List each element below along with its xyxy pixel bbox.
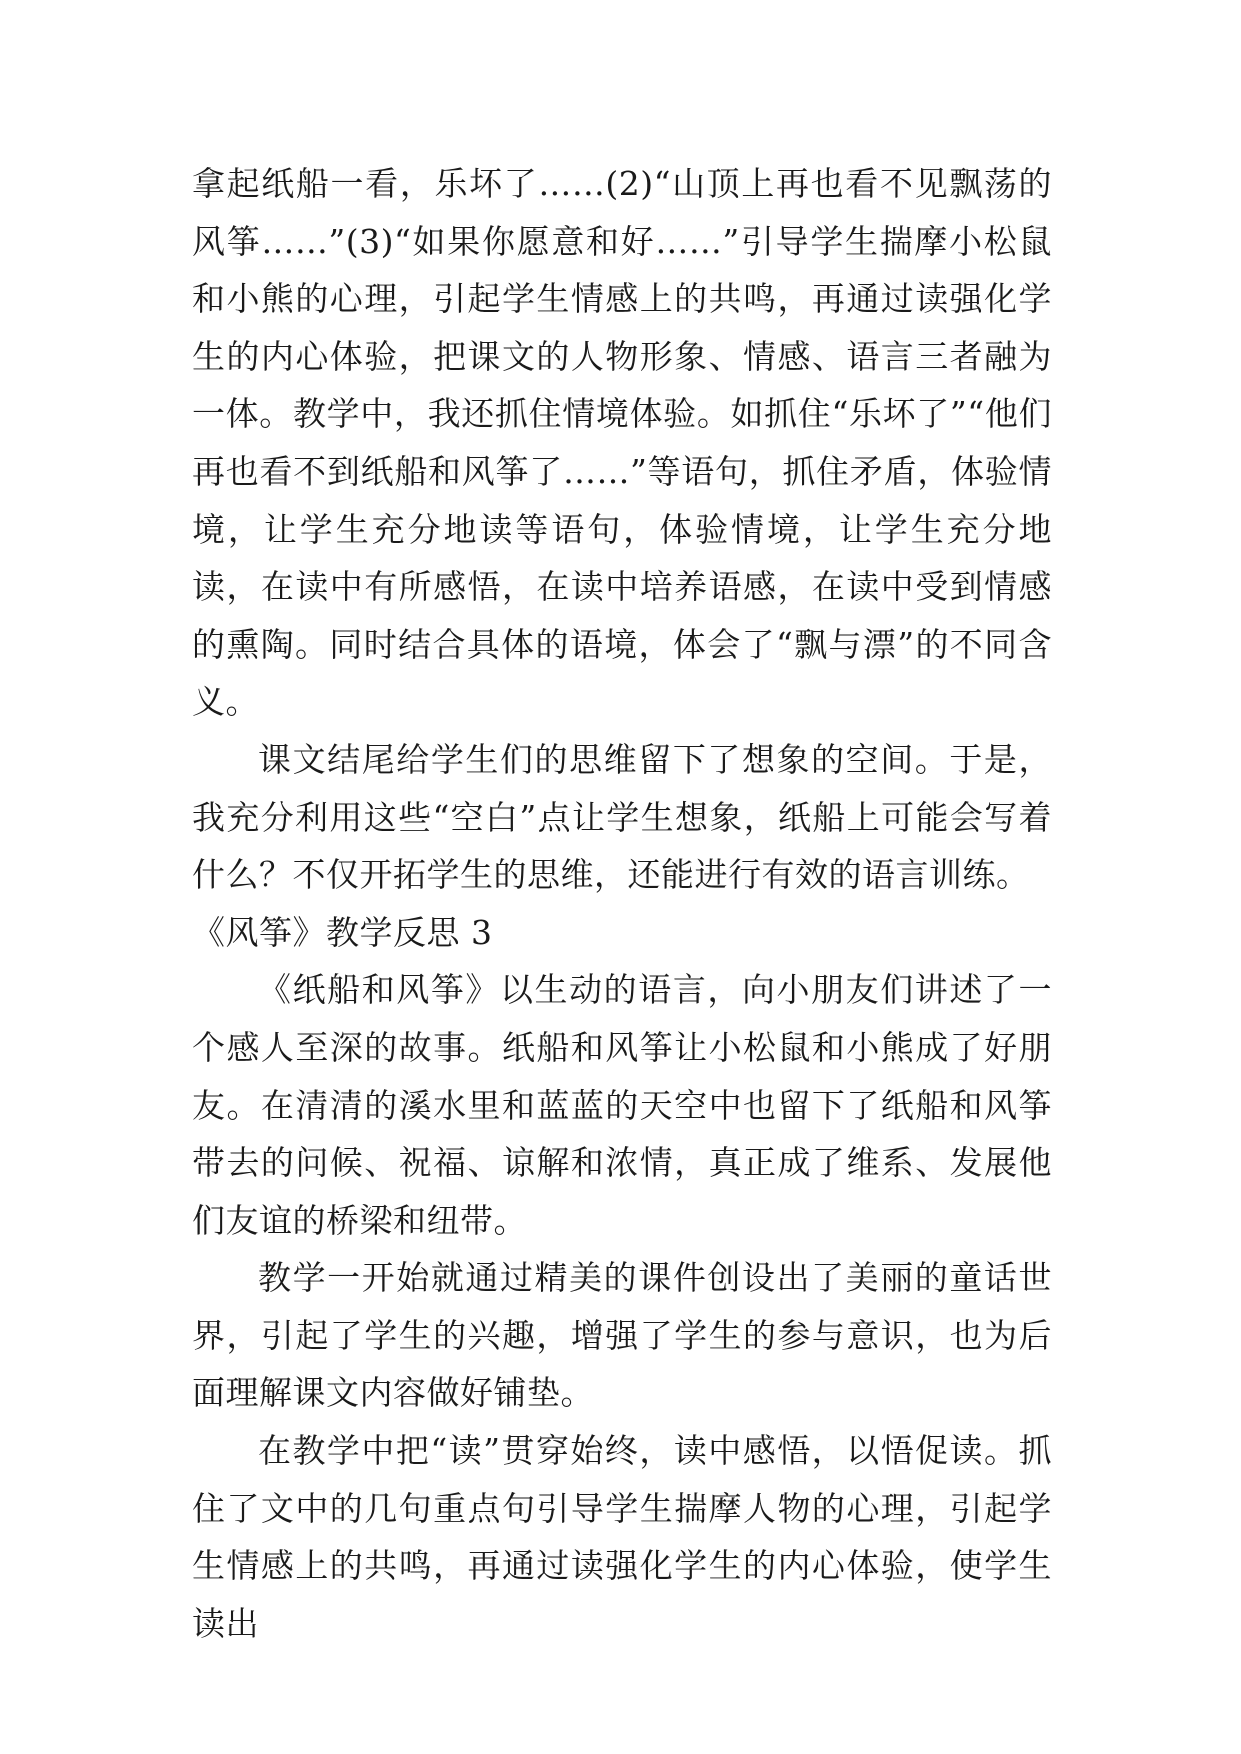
section-heading: 《风筝》教学反思 3 xyxy=(192,912,493,952)
paragraph-reading-focus: 在教学中把“读”贯穿始终，读中感悟，以悟促读。抓住了文中的几句重点句引导学生揣摩人物的心理，引起学生情感上的共鸣，再通过读强化学生的内心体验，使学生读出 xyxy=(192,1431,1052,1643)
paragraph-teaching-start: 教学一开始就通过精美的课件创设出了美丽的童话世界，引起了学生的兴趣，增强了学生的参与意识，也为后面理解课文内容做好铺垫。 xyxy=(192,1258,1052,1413)
paragraph-continued: 拿起纸船一看，乐坏了……(2)“山顶上再也看不见飘荡的风筝……”(3)“如果你愿意和好……”引导学生揣摩小松鼠和小熊的心理，引起学生情感上的共鸣，再通过读强化学生的内心体验，把课文的人物形象、情感、语言三者融为一体。教学中，我还抓住情境体验。如抓住“乐坏了”“他们再也看不到纸船和风筝了……”等语句，抓住矛盾，体验情境，让学生充分地读等语句，体验情境，让学生充分地读，在读中有所感悟，在读中培养语感，在读中受到情感的熏陶。同时结合具体的语境，体会了“飘与漂”的不同含义。 xyxy=(192,164,1052,722)
paragraph-ending-reflection: 课文结尾给学生们的思维留下了想象的空间。于是，我充分利用这些“空白”点让学生想象，纸船上可能会写着什么？不仅开拓学生的思维，还能进行有效的语言训练。 xyxy=(192,739,1052,895)
document-body xyxy=(192,155,1052,1652)
paragraph-story-intro: 《纸船和风筝》以生动的语言，向小朋友们讲述了一个感人至深的故事。纸船和风筝让小松鼠和小熊成了好朋友。在清清的溪水里和蓝蓝的天空中也留下了纸船和风筝带去的问候、祝福、谅解和浓情，真正成了维系、发展他们友谊的桥梁和纽带。 xyxy=(192,970,1052,1240)
